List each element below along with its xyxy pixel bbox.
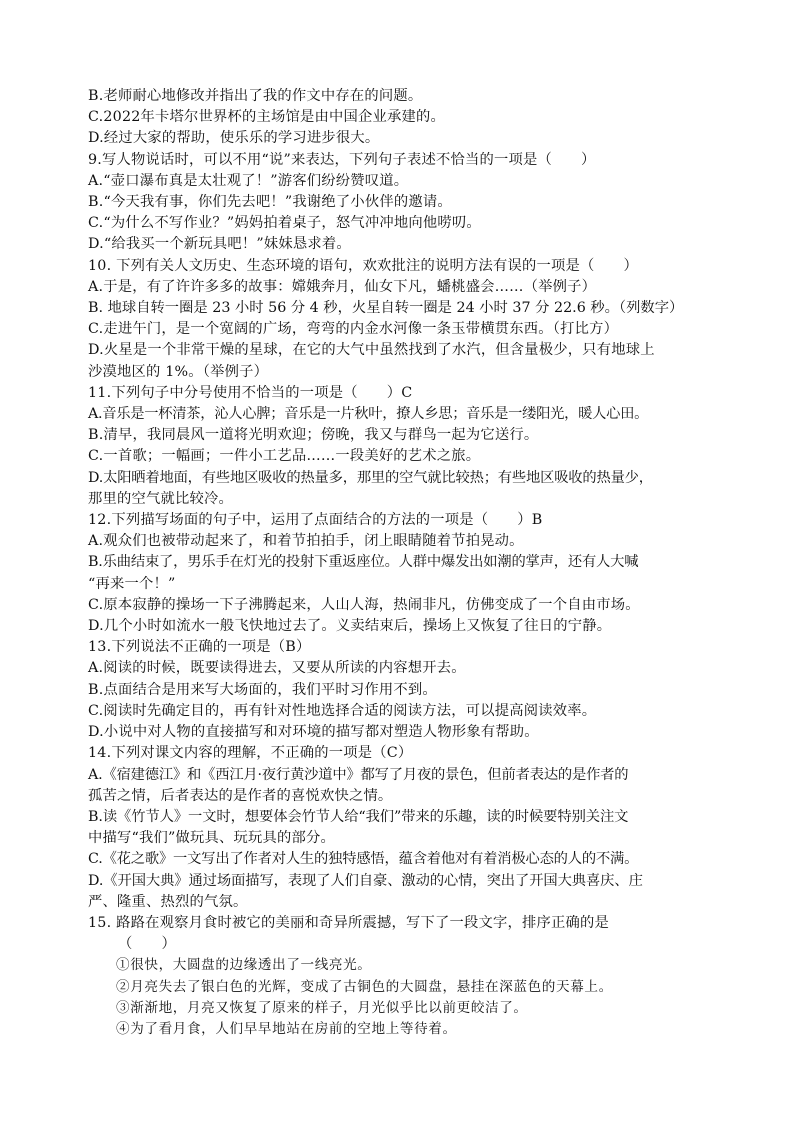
sequence-item-4: ④为了看月食，人们早早地站在房前的空地上等待着。 bbox=[116, 1020, 457, 1037]
text-line: B.乐曲结束了，男乐手在灯光的投射下重返座位。人群中爆发出如潮的掌声，还有人大喊 bbox=[88, 554, 639, 571]
text-line: D.火星是一个非常干燥的星球，在它的大气中虽然找到了水汽，但含量极少，只有地球上 bbox=[88, 342, 655, 359]
text-line: B.“今天我有事，你们先去吧！”我谢绝了小伙伴的邀请。 bbox=[88, 194, 452, 211]
text-line: A.阅读的时候，既要读得进去，又要从所读的内容想开去。 bbox=[88, 660, 466, 677]
document-page bbox=[88, 86, 714, 1040]
text-line: C.原本寂静的操场一下子沸腾起来，人山人海，热闹非凡，仿佛变成了一个自由市场。 bbox=[88, 596, 640, 613]
text-line: A.《宿建德江》和《西江月·夜行黄沙道中》都写了月夜的景色，但前者表达的是作者的 bbox=[88, 766, 629, 783]
text-line: C.一首歌；一幅画；一件小工艺品……一段美好的艺术之旅。 bbox=[88, 448, 481, 465]
text-line: C.《花之歌》一文写出了作者对人生的独特感悟，蕴含着他对有着消极心态的人的不满。 bbox=[88, 851, 639, 868]
text-line: B. 地球自转一圈是 23 小时 56 分 4 秒，火星自转一圈是 24 小时 37 分 22.6 秒。（列数字） bbox=[88, 300, 684, 317]
text-line: A.“壶口瀑布真是太壮观了！”游客们纷纷赞叹道。 bbox=[88, 172, 409, 189]
text-line: D.几个小时如流水一般飞快地过去了。义卖结束后，操场上又恢复了往日的宁静。 bbox=[88, 618, 612, 635]
text-line: D.《开国大典》通过场面描写，表现了人们自豪、激动的心情，突出了开国大典喜庆、庄 bbox=[88, 872, 643, 889]
text-line: B.清早，我同晨风一道将光明欢迎；傍晚，我又与群鸟一起为它送行。 bbox=[88, 427, 539, 444]
sequence-item-1: ①很快，大圆盘的边缘透出了一线亮光。 bbox=[116, 957, 372, 974]
question-13-stem: 13.下列说法不正确的一项是（B） bbox=[88, 639, 311, 656]
text-line: D.太阳晒着地面，有些地区吸收的热量多，那里的空气就比较热；有些地区吸收的热量少， bbox=[88, 469, 653, 486]
text-line: D.小说中对人物的直接描写和对环境的描写都对塑造人物形象有帮助。 bbox=[88, 724, 539, 741]
text-line: 孤苦之情，后者表达的是作者的喜悦欢快之情。 bbox=[88, 787, 393, 804]
text-line: C.2022年卡塔尔世界杯的主场馆是由中国企业承建的。 bbox=[88, 109, 445, 126]
text-line: A.音乐是一杯清茶，沁人心脾；音乐是一片秋叶，撩人乡思；音乐是一缕阳光，暖人心田。 bbox=[88, 406, 649, 423]
question-11-stem: 11.下列句子中分号使用不恰当的一项是（ ）C bbox=[88, 384, 413, 401]
text-line: B.老师耐心地修改并指出了我的作文中存在的问题。 bbox=[88, 88, 423, 104]
text-line: C.“为什么不写作业？”妈妈拍着桌子，怒气冲冲地向他唠叨。 bbox=[88, 215, 481, 232]
answer-blank: （ ） bbox=[118, 936, 176, 953]
text-line: C.走进午门，是一个宽阔的广场，弯弯的内金水河像一条玉带横贯东西。（打比方） bbox=[88, 321, 619, 338]
question-9-stem: 9.写人物说话时，可以不用“说”来表达，下列句子表述不恰当的一项是（ ） bbox=[88, 151, 596, 168]
text-line: “再来一个！” bbox=[88, 575, 176, 592]
text-line: 严、隆重、热烈的气氛。 bbox=[88, 893, 248, 910]
sequence-item-3: ③渐渐地，月亮又恢复了原来的样子，月光似乎比以前更皎洁了。 bbox=[116, 999, 528, 1016]
text-line: 那里的空气就比较冷。 bbox=[88, 490, 233, 507]
sequence-item-2: ②月亮失去了银白色的光辉，变成了古铜色的大圆盘，悬挂在深蓝色的天幕上。 bbox=[116, 978, 613, 995]
text-line: 沙漠地区的 1%。（举例子） bbox=[88, 363, 269, 380]
question-12-stem: 12.下列描写场面的句子中，运用了点面结合的方法的一项是（ ）B bbox=[88, 512, 543, 529]
text-line: 中描写“我们”做玩具、玩玩具的部分。 bbox=[88, 830, 335, 847]
question-10-stem: 10. 下列有关人文历史、生态环境的语句，欢欢批注的说明方法有误的一项是（ ） bbox=[88, 257, 638, 274]
text-line: D.经过大家的帮助，使乐乐的学习进步很大。 bbox=[88, 130, 380, 147]
text-line: C.阅读时先确定目的，再有针对性地选择合适的阅读方法，可以提高阅读效率。 bbox=[88, 702, 597, 719]
text-line: B.读《竹节人》一文时，想要体会竹节人给“我们”带来的乐趣，读的时候要特别关注文 bbox=[88, 808, 629, 825]
text-line: D.“给我买一个新玩具吧！”妹妹恳求着。 bbox=[88, 236, 351, 253]
text-line: B.点面结合是用来写大场面的，我们平时习作用不到。 bbox=[88, 681, 437, 698]
text-line: A.于是，有了许许多多的故事：嫦娥奔月，仙女下凡，蟠桃盛会……（举例子） bbox=[88, 278, 597, 295]
text-line: A.观众们也被带动起来了，和着节拍拍手，闭上眼睛随着节拍晃动。 bbox=[88, 533, 524, 550]
question-15-stem: 15. 路路在观察月食时被它的美丽和奇异所震撼，写下了一段文字，排序正确的是 bbox=[88, 914, 609, 931]
question-14-stem: 14.下列对课文内容的理解，不正确的一项是（C） bbox=[88, 745, 413, 762]
